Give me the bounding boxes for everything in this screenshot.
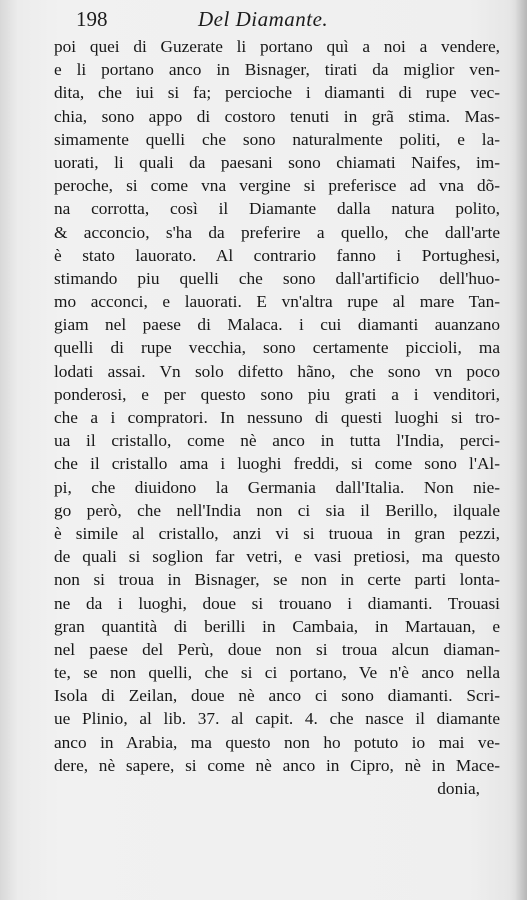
text-line: uorati, li quali da paesani sono chiamati Naifes, im- bbox=[54, 152, 500, 172]
text-line: dere, nè sapere, si come nè anco in Cipro, nè in Mace- bbox=[54, 755, 500, 775]
text-line: e li portano anco in Bisnager, tirati da miglior ven- bbox=[54, 60, 500, 80]
body-text bbox=[54, 35, 500, 800]
text-line: nel paese del Perù, doue non si troua alcun diaman- bbox=[54, 639, 500, 659]
running-head bbox=[76, 7, 497, 33]
text-line: lodati assai. Vn solo difetto hãno, che sono vn poco bbox=[54, 361, 500, 381]
text-line: simamente quelli che sono naturalmente politi, e la- bbox=[54, 129, 500, 149]
text-line: go però, che nell'India non ci sia il Berillo, ilquale bbox=[54, 500, 500, 520]
text-line: non si troua in Bisnager, se non in certe parti lonta- bbox=[54, 570, 500, 590]
catchword: donia, bbox=[437, 779, 480, 798]
text-line: che il cristallo ama i luoghi freddi, si come sono l'Al- bbox=[54, 454, 500, 474]
running-title: Del Diamante. bbox=[198, 7, 329, 31]
gutter-shadow bbox=[515, 0, 527, 900]
page-number: 198 bbox=[76, 7, 108, 31]
text-line: giam nel paese di Malaca. i cui diamanti auanzano bbox=[54, 315, 500, 335]
text-line: Isola di Zeilan, doue nè anco ci sono diamanti. Scri- bbox=[54, 686, 500, 706]
text-line: te, se non quelli, che si ci portano, Ve n'è anco nella bbox=[54, 663, 500, 683]
text-line: pi, che diuidono la Germania dall'Italia. Non nie- bbox=[54, 477, 500, 497]
text-line: che a i compratori. In nessuno di questi luoghi si tro- bbox=[54, 408, 500, 427]
text-line: è stato lauorato. Al contrario fanno i Portughesi, bbox=[54, 245, 500, 265]
text-line: stimando piu quelli che sono dall'artificio dell'huo- bbox=[54, 268, 500, 288]
text-line: poi quei di Guzerate li portano quì a noi a vendere, bbox=[54, 37, 500, 56]
text-line: anco in Arabia, ma questo non ho potuto io mai ve- bbox=[54, 732, 500, 752]
text-line: ponderosi, e per questo sono piu grati a i venditori, bbox=[54, 384, 500, 404]
text-line: chia, sono appo di costoro tenuti in grã stima. Mas- bbox=[54, 106, 500, 126]
text-line: ue Plinio, al lib. 37. al capit. 4. che nasce il diamante bbox=[54, 709, 500, 729]
text-line: gran quantità di berilli in Cambaia, in Martauan, e bbox=[54, 616, 500, 636]
text-line: mo acconci, e lauorati. E vn'altra rupe al mare Tan- bbox=[54, 292, 500, 312]
text-line: quelli di rupe vecchia, sono certamente piccioli, ma bbox=[54, 338, 500, 358]
text-line: na corrotta, così il Diamante dalla natura polito, bbox=[54, 199, 500, 219]
text-line: ne da i luoghi, doue si trouano i diamanti. Trouasi bbox=[54, 593, 500, 613]
text-line: dita, che iui si fa; percioche i diamanti di rupe vec- bbox=[54, 83, 500, 103]
text-line: peroche, si come vna vergine si preferisce ad vna dõ- bbox=[54, 176, 500, 196]
text-line: & acconcio, s'ha da preferire a quello, che dall'arte bbox=[54, 222, 500, 242]
text-line: de quali si soglion far vetri, e vasi pretiosi, ma questo bbox=[54, 547, 500, 567]
text-line: è simile al cristallo, anzi vi si truoua in gran pezzi, bbox=[54, 523, 500, 543]
text-line: ua il cristallo, come nè anco in tutta l'India, perci- bbox=[54, 431, 500, 451]
